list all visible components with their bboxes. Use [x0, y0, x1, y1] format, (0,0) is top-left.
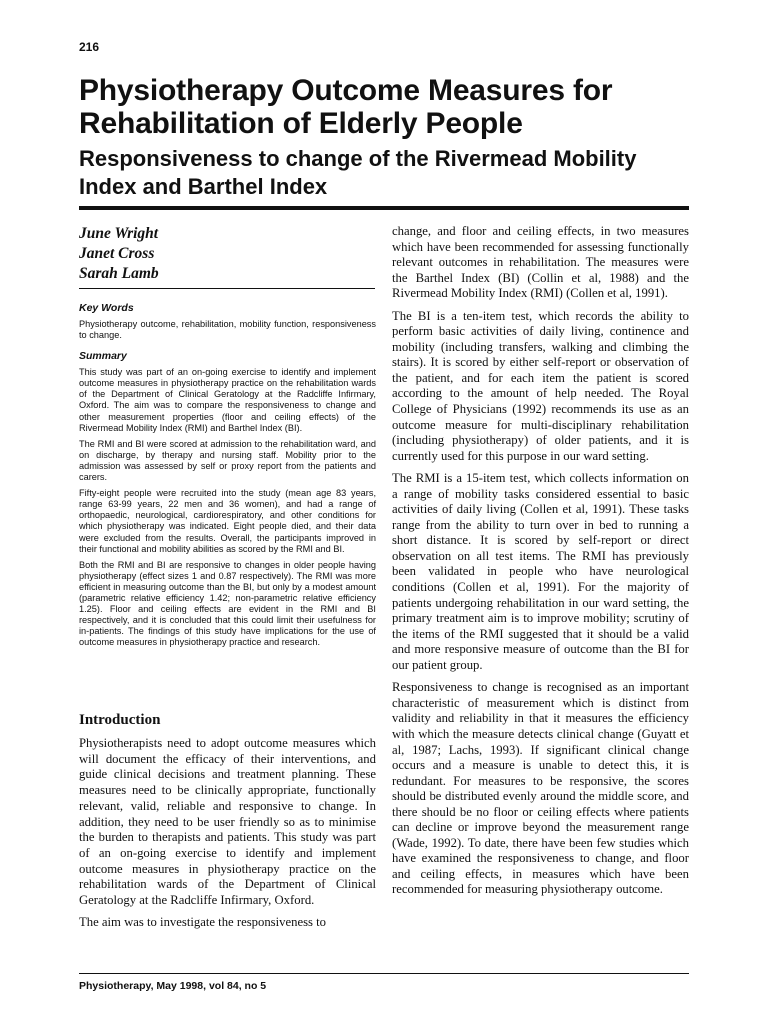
summary-paragraph: This study was part of an on-going exercise to identify and implement outcome measures in physiotherapy practice on the rehabilitation wards of the Department of Clinical Geratology at the Radcliffe Infirmary, Oxford. The aim was to compare the responsiveness to change and other measurement properties (floor and ceiling effects) of the Rivermead Mobility Index (RMI) and Barthel Index (BI).	[79, 367, 376, 433]
page-number: 216	[79, 40, 100, 54]
summary-paragraph: Both the RMI and BI are responsive to changes in older people having physiotherapy (effect sizes 1 and 0.87 respectively). The RMI was more efficient in measuring outcome than the BI, but only by a modest amount (parametric relative efficiency 1.42; non-parametric relative efficiency 1.25). Floor and ceiling effects are evident in the RMI and BI respectively, and it is concluded that this could limit their usefulness for in-patients. The findings of this study have implications for the use of outcome measures in physiotherapy practice and research.	[79, 559, 376, 648]
introduction-paragraph: Physiotherapists need to adopt outcome measures which will document the efficacy of their interventions, and guide clinical decisions and treatment planning. These measures need to be clinically appropriate, functionally relevant, valid, reliable and responsive to change. In addition, they need to be user friendly so as to minimise the burden to therapists and patients. This study was part of an on-going exercise to identify and implement outcome measures in physiotherapy practice on the rehabilitation wards of the Department of Clinical Geratology at the Radcliffe Infirmary, Oxford.	[79, 736, 376, 908]
summary-paragraph: Fifty-eight people were recruited into the study (mean age 83 years, range 63-99 years, 22 men and 36 women), and had a range of orthopaedic, neurological, cardiorespiratory, and other conditions for which physiotherapy was indicated. Eight people died, and their data were excluded from the results. Overall, the participants improved in their functional and mobility abilities as scored by the RMI and BI.	[79, 488, 376, 554]
authors-divider	[79, 288, 375, 289]
author-name: Janet Cross	[79, 245, 155, 262]
article-title: Physiotherapy Outcome Measures for Rehabilitation of Elderly People	[79, 74, 613, 140]
summary-heading: Summary	[79, 350, 127, 363]
abstract-section	[79, 302, 376, 653]
introduction-paragraph: The aim was to investigate the responsiveness to	[79, 914, 326, 929]
body-paragraph: Responsiveness to change is recognised as an important characteristic of measurement which is distinct from validity and reliability in that it measures the efficiency with which the measure detects clinical change (Guyatt et al, 1987; Lachs, 1993). If significant clinical change occurs and a measure is unable to detect this, it is redundant. For measures to be responsive, the scores should be distributed evenly around the middle score, and there should be no floor or ceiling effects where patients can decline or improve beyond the measurement range (Wade, 1992). To date, there have been few studies which have examined the responsiveness to change, and floor and ceiling effects, in measures which have been recommended for measuring physiotherapy outcome.	[392, 680, 689, 897]
right-column	[392, 224, 689, 905]
author-name: Sarah Lamb	[79, 265, 159, 282]
article-subtitle: Responsiveness to change of the Rivermead Mobility Index and Barthel Index	[79, 146, 637, 199]
introduction-heading: Introduction	[79, 712, 161, 728]
journal-footer: Physiotherapy, May 1998, vol 84, no 5	[79, 980, 267, 992]
author-list	[79, 224, 159, 284]
footer-divider	[79, 973, 689, 974]
key-words-text: Physiotherapy outcome, rehabilitation, mobility function, responsiveness to change.	[79, 319, 376, 341]
title-divider	[79, 206, 689, 210]
summary-paragraph: The RMI and BI were scored at admission to the rehabilitation ward, and on discharge, by therapy and nursing staff. Mobility prior to the admission was assessed by self or proxy report from the patients and carers.	[79, 438, 376, 483]
key-words-heading: Key Words	[79, 302, 134, 314]
body-paragraph: change, and floor and ceiling effects, in two measures which have been recommended for assessing functionally relevant outcomes in rehabilitation. The measures were the Barthel Index (BI) (Collin et al, 1988) and the Rivermead Mobility Index (RMI) (Collen et al, 1991).	[392, 224, 689, 301]
introduction-section	[79, 710, 376, 936]
body-paragraph: The RMI is a 15-item test, which collects information on a range of mobility tasks considered essential to basic activities of daily living (Collen et al, 1991). These tasks range from the ability to turn over in bed to running a short distance. It is scored by self-report or direct observation on all test items. The RMI has previously been validated in people who have neurological conditions (Collen et al, 1991). For the majority of patients undergoing rehabilitation in our ward setting, the primary treatment aim is to improve mobility; scrutiny of the items of the RMI suggested that it should be a valid and more responsive measure of outcome than the BI for our patient group.	[392, 471, 689, 672]
author-name: June Wright	[79, 225, 159, 242]
body-paragraph: The BI is a ten-item test, which records the ability to perform basic activities of daily living, continence and mobility (including transfers, walking and climbing the stairs). It is scored by either self-report or observation of the patient, and for each item the patient is scored according to the amount of help needed. The Royal College of Physicians (1992) recommends its use as an outcome measure for multi-disciplinary rehabilitation (including physiotherapy) of older patients, and it is currently used for this purpose in our ward setting.	[392, 308, 689, 463]
